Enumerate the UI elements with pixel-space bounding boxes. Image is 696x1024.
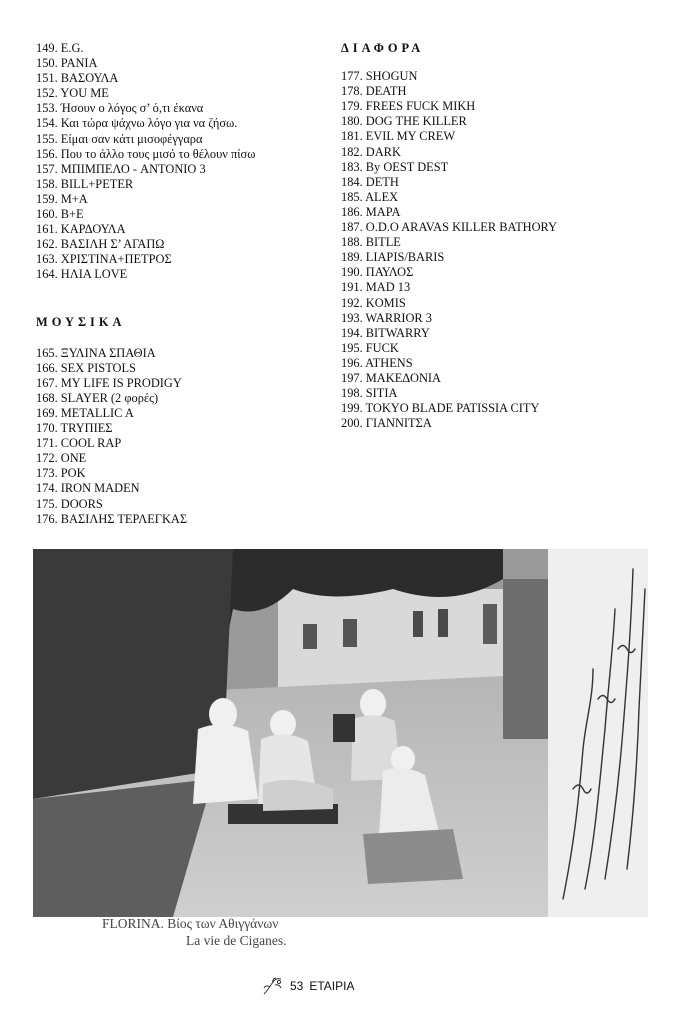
list-item: 169. METALLIC A	[36, 405, 134, 420]
list-item: 183. By OEST DEST	[341, 159, 449, 174]
page-number: 53	[290, 979, 304, 993]
list-item: 184. DETH	[341, 174, 399, 189]
list-item: 172. ONE	[36, 451, 87, 466]
list-item: 167. MY LIFE IS PRODIGY	[36, 375, 182, 390]
list-item: 173. POK	[36, 466, 86, 481]
misc-list	[341, 69, 661, 431]
footer-label: ΕΤΑΙΡΙΑ	[309, 979, 355, 993]
misc-heading: ΔΙΑΦΟΡΑ	[341, 41, 425, 55]
list-item: 188. BITLE	[341, 235, 401, 250]
list-item: 159. M+A	[36, 191, 88, 206]
list-item: 162. ΒΑΣΙΛΗ Σ’ ΑΓΑΠΩ	[36, 237, 165, 252]
list-item: 168. SLAYER (2 φορές)	[36, 390, 159, 405]
photo-caption	[102, 915, 402, 949]
list-item: 151. ΒΑΣΟΥΛΑ	[36, 71, 119, 86]
list-item: 187. O.D.O ARAVAS KILLER BATHORY	[341, 220, 558, 235]
caption-line-1: FLORINA. Βίος των Αθιγγάνων	[102, 916, 279, 931]
list-item: 193. WARRIOR 3	[341, 310, 432, 325]
list-item: 197. ΜΑΚΕΔΟΝΙΑ	[341, 370, 441, 385]
list-item: 153. Ήσουν ο λόγος σ’ ό,τι έκανα	[36, 101, 204, 116]
list-item: 194. BITWARRY	[341, 325, 430, 340]
list-item: 191. MAD 13	[341, 280, 411, 295]
list-item: 192. KOMIS	[341, 295, 406, 310]
vintage-postcard-photo	[33, 549, 648, 917]
list-item: 149. E.G.	[36, 41, 84, 55]
left-column	[36, 41, 336, 527]
right-column	[341, 41, 661, 431]
list-item: 177. SHOGUN	[341, 69, 418, 84]
list-item: 185. ALEX	[341, 189, 399, 204]
list-item: 190. ΠΑΥΛΟΣ	[341, 265, 414, 280]
inscriptions-list	[36, 41, 336, 283]
list-item: 156. Που το άλλο τους μισό το θέλουν πίσω	[36, 146, 256, 161]
music-list	[36, 346, 336, 527]
list-item: 165. ΞΥΛΙΝΑ ΣΠΑΘΙΑ	[36, 345, 156, 360]
list-item: 186. MAPA	[341, 204, 401, 219]
list-item: 158. BILL+PETER	[36, 176, 134, 191]
list-item: 195. FUCK	[341, 340, 399, 355]
list-item: 150. PANIA	[36, 56, 98, 71]
list-item: 199. TOKYO BLADE PATISSIA CITY	[341, 401, 540, 416]
list-item: 163. ΧΡΙΣΤΙΝΑ+ΠΕΤΡΟΣ	[36, 252, 172, 267]
list-item: 180. DOG THE KILLER	[341, 114, 467, 129]
floral-ornament-icon	[262, 976, 284, 996]
caption-line-2: La vie de Ciganes.	[186, 933, 287, 948]
list-item: 179. FREES FUCK MIKH	[341, 99, 476, 114]
music-heading: ΜΟΥΣΙΚΑ	[36, 314, 126, 329]
list-item: 176. ΒΑΣΙΛΗΣ ΤΕΡΛΕΓΚΑΣ	[36, 511, 188, 526]
list-item: 178. DEATH	[341, 84, 407, 99]
list-item: 164. ΗΛΙΑ LOVE	[36, 267, 128, 282]
page-footer	[262, 976, 354, 996]
list-item: 157. ΜΠΙΜΠΕΛΟ - ANTONIO 3	[36, 161, 206, 176]
list-item: 198. SITIA	[341, 386, 398, 401]
list-item: 155. Είμαι σαν κάτι μισοφέγγαρα	[36, 131, 203, 146]
list-item: 189. LIAPIS/BARIS	[341, 250, 445, 265]
list-item: 200. ΓΙΑΝΝΙΤΣΑ	[341, 416, 432, 431]
list-item: 182. DARK	[341, 144, 401, 159]
list-item: 170. TRYΠΙΕΣ	[36, 421, 113, 436]
list-item: 196. ATHENS	[341, 355, 413, 370]
list-item: 160. B+E	[36, 207, 84, 222]
list-item: 171. COOL RAP	[36, 436, 122, 451]
list-item: 154. Και τώρα ψάχνω λόγο για να ζήσω.	[36, 116, 238, 131]
list-item: 166. SEX PISTOLS	[36, 360, 136, 375]
list-item: 174. IRON MADEN	[36, 481, 140, 496]
list-item: 181. EVIL MY CREW	[341, 129, 456, 144]
list-item: 175. DOORS	[36, 496, 103, 511]
list-item: 152. YOU ME	[36, 86, 109, 101]
list-item: 161. ΚΑΡΔΟΥΛΑ	[36, 222, 126, 237]
